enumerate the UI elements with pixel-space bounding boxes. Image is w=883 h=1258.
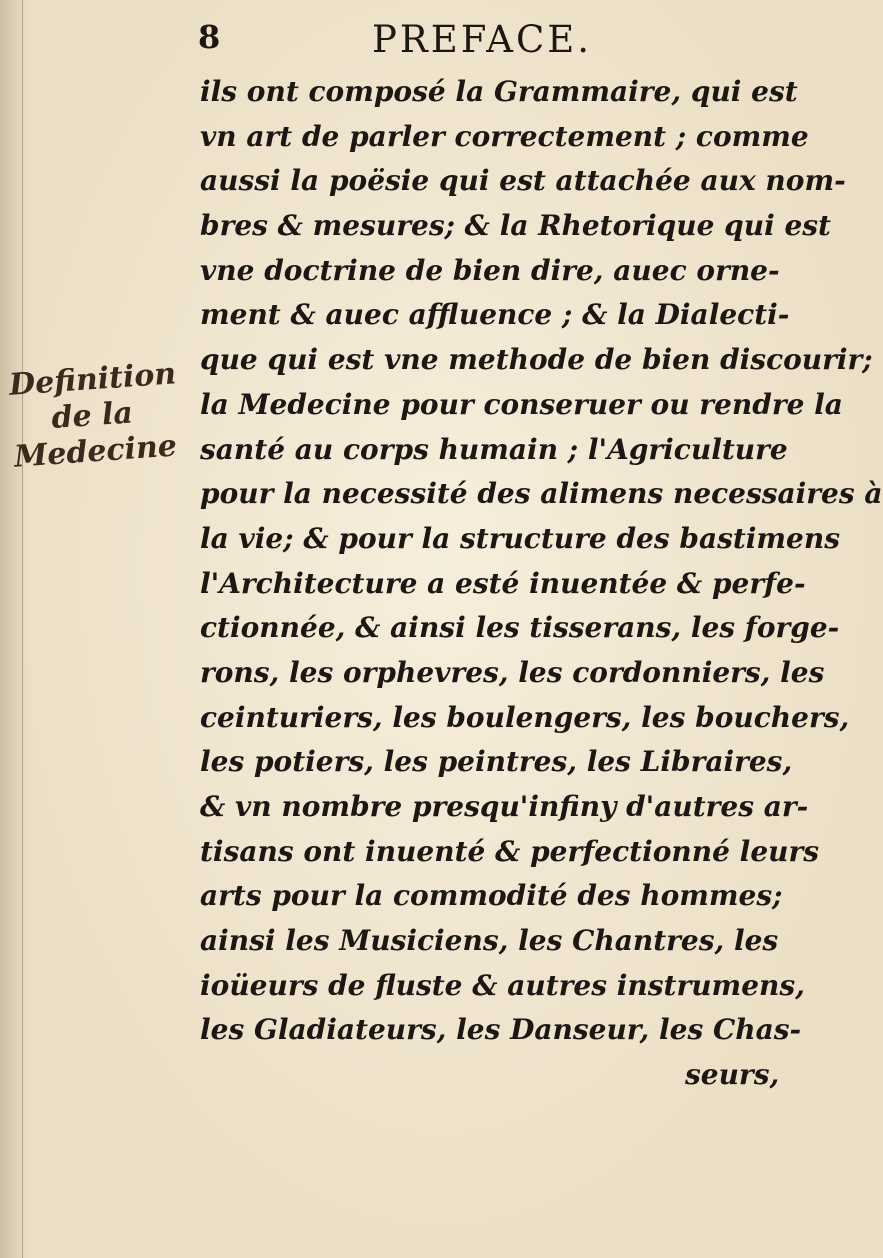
text-line: ainsi les Musiciens, les Chantres, les [200, 924, 779, 958]
text-line: ioüeurs de fluste & autres instrumens, [200, 968, 805, 1002]
text-line: aussi la poësie qui est attachée aux nom- [200, 164, 846, 198]
text-line: ment & auec affluence ; & la Dialecti- [200, 298, 790, 332]
body-text [200, 70, 883, 1098]
text-line: que qui est vne methode de bien discourir; [200, 343, 873, 377]
text-line: les potiers, les peintres, les Libraires, [200, 745, 793, 779]
marginal-note-line: Medecine [13, 428, 178, 475]
text-line: seurs, [685, 1058, 780, 1092]
text-line: rons, les orphevres, les cordonniers, les [200, 655, 825, 689]
text-line: pour la necessité des alimens necessaires à [200, 477, 883, 511]
text-line: santé au corps humain ; l'Agriculture [200, 432, 788, 466]
text-line: ceinturiers, les boulengers, les bouchers, [200, 700, 850, 734]
text-line: bres & mesures; & la Rhetorique qui est [200, 209, 831, 243]
marginal-note [8, 355, 205, 476]
text-line: vn art de parler correctement ; comme [200, 119, 809, 153]
text-line: ils ont composé la Grammaire, qui est [200, 75, 798, 108]
text-line: & vn nombre presqu'infiny d'autres ar- [200, 790, 809, 823]
text-line: vne doctrine de bien dire, auec orne- [200, 253, 780, 287]
text-line: la vie; & pour la structure des bastimens [200, 521, 840, 555]
marginal-note-line: Definition [8, 356, 178, 403]
page-number: 8 [198, 18, 221, 56]
text-line: l'Architecture a esté inuentée & perfe- [200, 566, 806, 600]
text-line: arts pour la commodité des hommes; [200, 879, 783, 913]
text-line: tisans ont inuenté & perfectionné leurs [200, 834, 820, 868]
text-line: les Gladiateurs, les Danseur, les Chas- [200, 1013, 802, 1047]
marginal-note-line: de la [50, 395, 135, 437]
text-line: ctionnée, & ainsi les tisserans, les forge- [200, 611, 840, 645]
book-gutter [0, 0, 23, 1258]
text-line: la Medecine pour conseruer ou rendre la [200, 387, 843, 421]
running-head: PREFACE. [372, 18, 593, 61]
